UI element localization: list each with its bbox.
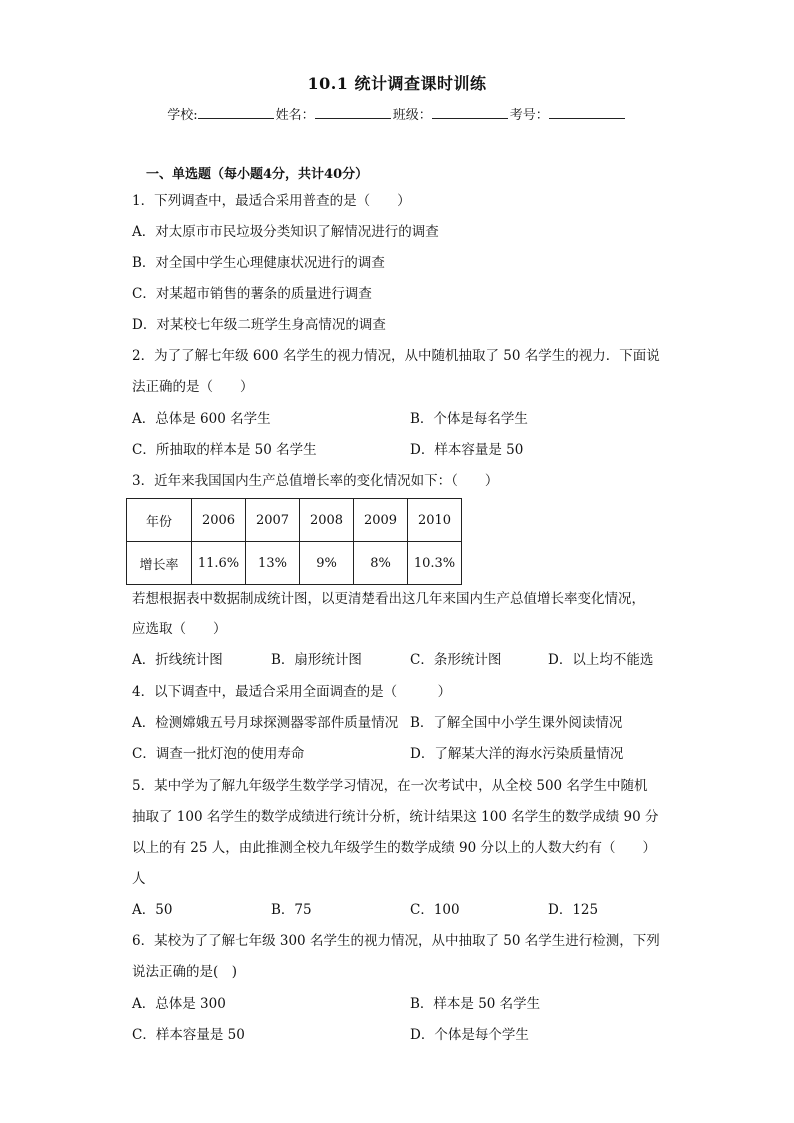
question-1-stem: 1．下列调查中，最适合采用普查的是（ ） bbox=[132, 193, 411, 209]
school-blank[interactable] bbox=[198, 106, 274, 119]
question-4-option-c: C．调查一批灯泡的使用寿命 bbox=[132, 746, 305, 762]
question-6-stem-line-1: 6．某校为了了解七年级 300 名学生的视力情况，从中抽取了 50 名学生进行检测，下列 bbox=[132, 933, 660, 949]
question-4-stem: 4．以下调查中，最适合采用全面调查的是（ ） bbox=[132, 684, 452, 700]
question-3-followup-line-1: 若想根据表中数据制成统计图，以更清楚看出这几年来国内生产总值增长率变化情况， bbox=[132, 591, 645, 607]
question-4-option-a: A．检测嫦娥五号月球探测器零部件质量情况 bbox=[132, 715, 399, 731]
question-5-stem-line-2: 抽取了 100 名学生的数学成绩进行统计分析，统计结果这 100 名学生的数学成绩 90 分 bbox=[132, 809, 659, 825]
table-header-label: 年份 bbox=[127, 499, 192, 542]
question-3-followup-line-2: 应选取（ ） bbox=[132, 621, 227, 637]
question-2-option-d: D．样本容量是 50 bbox=[410, 442, 524, 458]
table-row-label: 增长率 bbox=[127, 542, 192, 585]
question-5-stem-line-4: 人 bbox=[132, 871, 146, 887]
question-2-option-c: C．所抽取的样本是 50 名学生 bbox=[132, 442, 317, 458]
question-2-stem-line-2: 法正确的是（ ） bbox=[132, 379, 254, 395]
question-5-option-d: D．125 bbox=[548, 902, 599, 918]
question-6-option-c: C．样本容量是 50 bbox=[132, 1027, 245, 1043]
question-4-option-d: D．了解某大洋的海水污染质量情况 bbox=[410, 746, 624, 762]
question-5-stem-line-1: 5．某中学为了解九年级学生数学学习情况，在一次考试中，从全校 500 名学生中随机 bbox=[132, 778, 648, 794]
question-6-option-d: D．个体是每个学生 bbox=[410, 1027, 529, 1043]
table-cell-rate: 9% bbox=[300, 542, 354, 585]
question-3-option-a: A．折线统计图 bbox=[132, 652, 223, 668]
table-cell-year: 2006 bbox=[192, 499, 246, 542]
question-5-option-c: C．100 bbox=[410, 902, 460, 918]
question-3-stem: 3．近年来我国国内生产总值增长率的变化情况如下：（ ） bbox=[132, 473, 499, 489]
section-heading: 一、单选题（每小题4分，共计40分） bbox=[146, 167, 369, 182]
school-label: 学校: bbox=[167, 108, 198, 123]
question-3-option-c: C．条形统计图 bbox=[410, 652, 502, 668]
question-4-option-b: B．了解全国中小学生课外阅读情况 bbox=[410, 715, 623, 731]
table-cell-year: 2007 bbox=[246, 499, 300, 542]
table-row-years bbox=[127, 499, 462, 542]
table-cell-year: 2009 bbox=[354, 499, 408, 542]
question-2-stem-line-1: 2．为了了解七年级 600 名学生的视力情况，从中随机抽取了 50 名学生的视力．下面说 bbox=[132, 348, 660, 364]
student-info-line bbox=[0, 104, 794, 123]
question-5-option-b: B．75 bbox=[271, 902, 312, 918]
question-2-option-b: B．个体是每名学生 bbox=[410, 411, 528, 427]
question-1-option-d: D．对某校七年级二班学生身高情况的调查 bbox=[132, 317, 386, 333]
question-1-option-c: C．对某超市销售的薯条的质量进行调查 bbox=[132, 286, 372, 302]
question-6-option-a: A．总体是 300 bbox=[132, 996, 226, 1012]
table-cell-rate: 10.3% bbox=[408, 542, 462, 585]
name-blank[interactable] bbox=[315, 106, 391, 119]
table-cell-year: 2010 bbox=[408, 499, 462, 542]
question-6-stem-line-2: 说法正确的是( ) bbox=[132, 964, 238, 980]
page-title: 10.1 统计调查课时训练 bbox=[307, 74, 487, 93]
question-6-option-b: B．样本是 50 名学生 bbox=[410, 996, 541, 1012]
gdp-growth-table bbox=[126, 498, 462, 585]
question-1-option-a: A．对太原市市民垃圾分类知识了解情况进行的调查 bbox=[132, 224, 439, 240]
class-blank[interactable] bbox=[432, 106, 508, 119]
exam-no-label: 考号： bbox=[509, 108, 549, 123]
exam-no-blank[interactable] bbox=[549, 106, 625, 119]
question-1-option-b: B．对全国中学生心理健康状况进行的调查 bbox=[132, 255, 385, 271]
question-3-option-b: B．扇形统计图 bbox=[271, 652, 362, 668]
name-label: 姓名： bbox=[275, 108, 315, 123]
table-cell-year: 2008 bbox=[300, 499, 354, 542]
class-label: 班级： bbox=[392, 108, 432, 123]
table-cell-rate: 8% bbox=[354, 542, 408, 585]
table-cell-rate: 11.6% bbox=[192, 542, 246, 585]
question-5-stem-line-3: 以上的有 25 人，由此推测全校九年级学生的数学成绩 90 分以上的人数大约有（ ） bbox=[132, 840, 657, 856]
question-5-option-a: A．50 bbox=[132, 902, 173, 918]
table-cell-rate: 13% bbox=[246, 542, 300, 585]
table-row-rates bbox=[127, 542, 462, 585]
question-3-option-d: D．以上均不能选 bbox=[548, 652, 654, 668]
question-2-option-a: A．总体是 600 名学生 bbox=[132, 411, 271, 427]
